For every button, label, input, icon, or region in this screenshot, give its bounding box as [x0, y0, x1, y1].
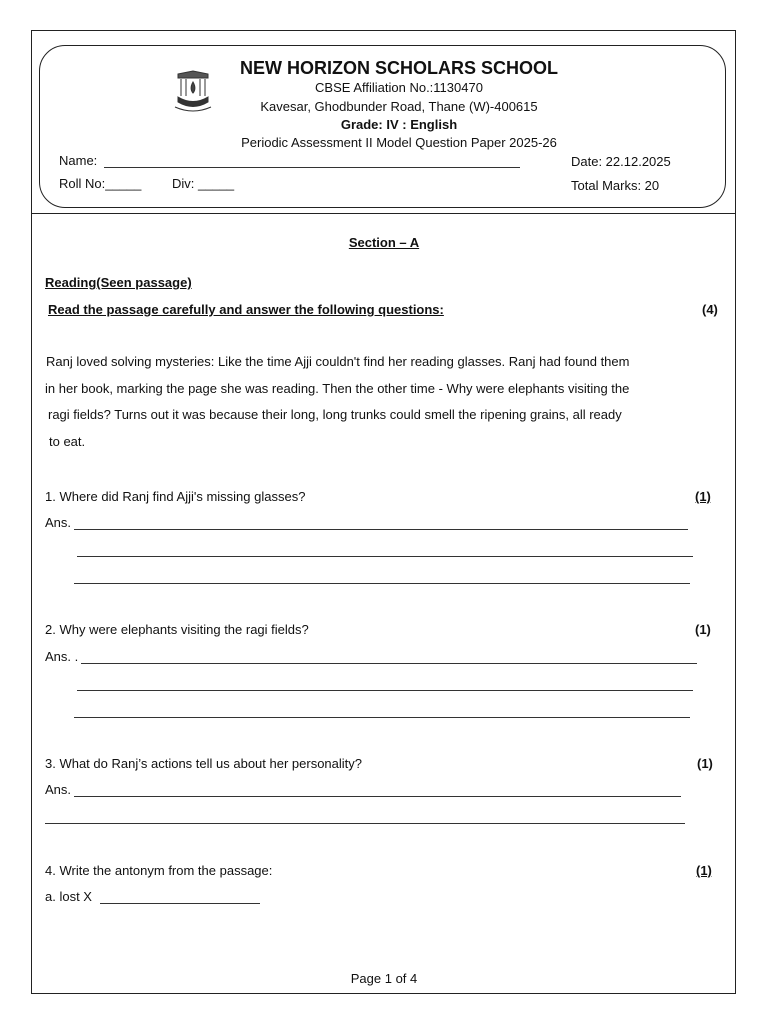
passage-line: Ranj loved solving mysteries: Like the time Ajji couldn't find her reading glasses. Ranj had found them — [46, 354, 630, 369]
question-4-marks: (1) — [696, 863, 712, 878]
section-title: Section – A — [348, 235, 420, 250]
question-4: 4. Write the antonym from the passage: — [45, 863, 273, 878]
name-label: Name: — [59, 153, 98, 168]
affiliation: CBSE Affiliation No.:1130470 — [315, 80, 483, 95]
antonym-answer-line[interactable] — [100, 903, 260, 904]
answer-label: Ans. . — [45, 649, 79, 664]
school-address: Kavesar, Ghodbunder Road, Thane (W)-400615 — [260, 99, 538, 114]
question-1-marks: (1) — [695, 489, 711, 504]
question-2-marks: (1) — [695, 622, 711, 637]
total-marks: Total Marks: 20 — [571, 178, 660, 193]
passage-line: in her book, marking the page she was reading. Then the other time - Why were elephants visiting the — [45, 380, 630, 396]
instruction: Read the passage carefully and answer the following questions: — [48, 302, 444, 317]
answer-line[interactable] — [74, 717, 690, 718]
reading-title: Reading(Seen passage) — [45, 275, 192, 290]
exam-title: Periodic Assessment II Model Question Paper 2025-26 — [241, 135, 557, 150]
page-number: Page 1 of 4 — [350, 971, 418, 986]
date: Date: 22.12.2025 — [571, 154, 671, 169]
question-2: 2. Why were elephants visiting the ragi fields? — [45, 622, 309, 637]
passage-line: ragi fields? Turns out it was because their long, long trunks could smell the ripening grains, all ready — [48, 407, 622, 423]
answer-line[interactable] — [45, 823, 685, 824]
roll-no-field[interactable]: Roll No:_____ — [59, 176, 142, 191]
answer-line[interactable] — [74, 796, 681, 797]
answer-line[interactable] — [81, 663, 697, 664]
grade-subject: Grade: IV : English — [340, 117, 458, 132]
passage — [44, 349, 704, 456]
answer-label: Ans. — [45, 782, 72, 797]
question-1: 1. Where did Ranj find Ajji's missing glasses? — [45, 489, 306, 504]
antonym-item: a. lost X — [45, 889, 92, 904]
answer-line[interactable] — [77, 556, 693, 557]
school-name: NEW HORIZON SCHOLARS SCHOOL — [240, 58, 558, 78]
name-field[interactable] — [104, 167, 520, 168]
div-field[interactable]: Div: _____ — [172, 176, 235, 191]
answer-line[interactable] — [74, 583, 690, 584]
passage-line: to eat. — [49, 434, 86, 450]
question-3-marks: (1) — [697, 756, 713, 771]
instruction-marks: (4) — [702, 302, 718, 317]
answer-label: Ans. — [45, 515, 72, 530]
header-divider — [31, 213, 736, 214]
answer-line[interactable] — [74, 529, 688, 530]
question-3: 3. What do Ranj’s actions tell us about her personality? — [45, 756, 362, 771]
answer-line[interactable] — [77, 690, 693, 691]
